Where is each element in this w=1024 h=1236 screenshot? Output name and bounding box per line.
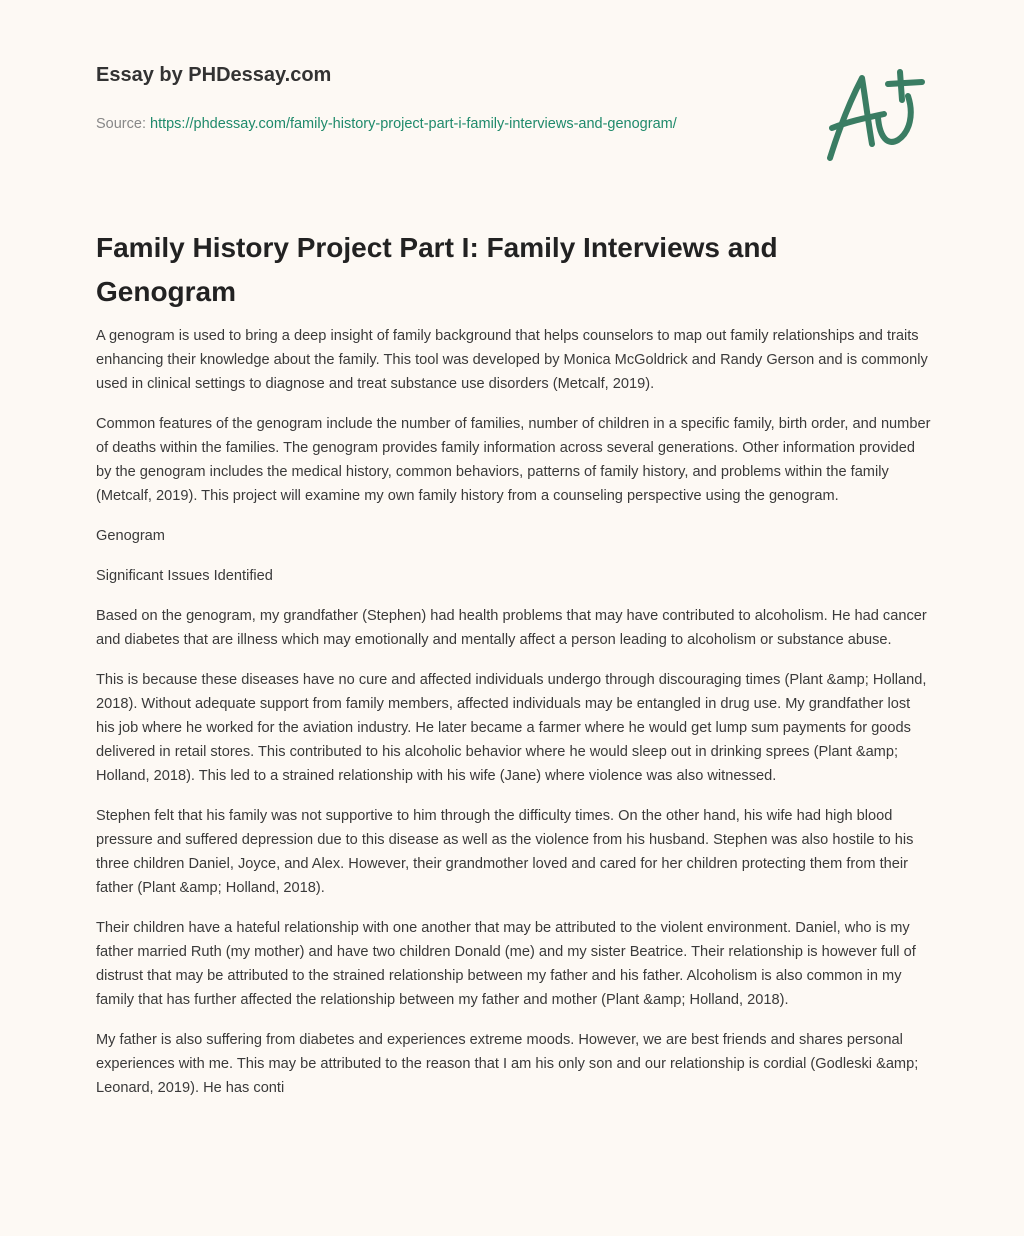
source-link[interactable]: https://phdessay.com/family-history-project-part-i-family-interviews-and-genogram/ xyxy=(150,116,677,132)
source-line xyxy=(96,112,716,136)
section-heading-genogram: Genogram xyxy=(96,528,165,544)
paragraph: My father is also suffering from diabetes and experiences extreme moods. However, we are best friends and shares personal experiences with me. This may be attributed to the reason that I am his only son and our relationship is cordial (Godleski &amp; Leonard, 2019). He has conti xyxy=(96,1032,919,1096)
essay-body xyxy=(96,324,932,1116)
essay-title: Family History Project Part I: Family Interviews and Genogram xyxy=(96,232,778,307)
site-brand: Essay by PHDessay.com xyxy=(96,64,332,86)
paragraph: Common features of the genogram include the number of families, number of children in a specific family, birth order, and number of deaths within the families. The genogram provides family information across several generations. Other information provided by the genogram includes the medical history, common behaviors, patterns of family history, and problems within the family (Metcalf, 2019). This project will examine my own family history from a counseling perspective using the genogram. xyxy=(96,416,931,504)
paragraph: This is because these diseases have no cure and affected individuals undergo through discouraging times (Plant &amp; Holland, 2018). Without adequate support from family members, affected individuals may be entangled in drug use. My grandfather lost his job where he worked for the aviation industry. He later became a farmer where he would get lump sum payments for goods delivered in retail stores. This contributed to his alcoholic behavior where he would sleep out in drinking sprees (Plant &amp; Holland, 2018). This led to a strained relationship with his wife (Jane) where violence was also witnessed. xyxy=(96,672,927,784)
paragraph: Their children have a hateful relationship with one another that may be attributed to the violent environment. Daniel, who is my father married Ruth (my mother) and have two children Donald (me) and my sister Beatrice. Their relationship is however full of distrust that may be attributed to the strained relationship between my father and his father. Alcoholism is also common in my family that has further affected the relationship between my father and mother (Plant &amp; Holland, 2018). xyxy=(96,920,916,1008)
paragraph: A genogram is used to bring a deep insight of family background that helps counselors to map out family relationships and traits enhancing their knowledge about the family. This tool was developed by Monica McGoldrick and Randy Gerson and is commonly used in clinical settings to diagnose and treat substance use disorders (Metcalf, 2019). xyxy=(96,328,928,392)
paragraph: Stephen felt that his family was not supportive to him through the difficulty times. On the other hand, his wife had high blood pressure and suffered depression due to this disease as well as the violence from his husband. Stephen was also hostile to his three children Daniel, Joyce, and Alex. However, their grandmother loved and cared for her children protecting them from their father (Plant &amp; Holland, 2018). xyxy=(96,808,914,896)
a-plus-logo-icon xyxy=(820,66,930,166)
section-heading-issues: Significant Issues Identified xyxy=(96,568,273,584)
paragraph: Based on the genogram, my grandfather (Stephen) had health problems that may have contributed to alcoholism. He had cancer and diabetes that are illness which may emotionally and mentally affect a person leading to alcoholism or substance abuse. xyxy=(96,608,927,648)
source-label: Source: xyxy=(96,116,150,132)
